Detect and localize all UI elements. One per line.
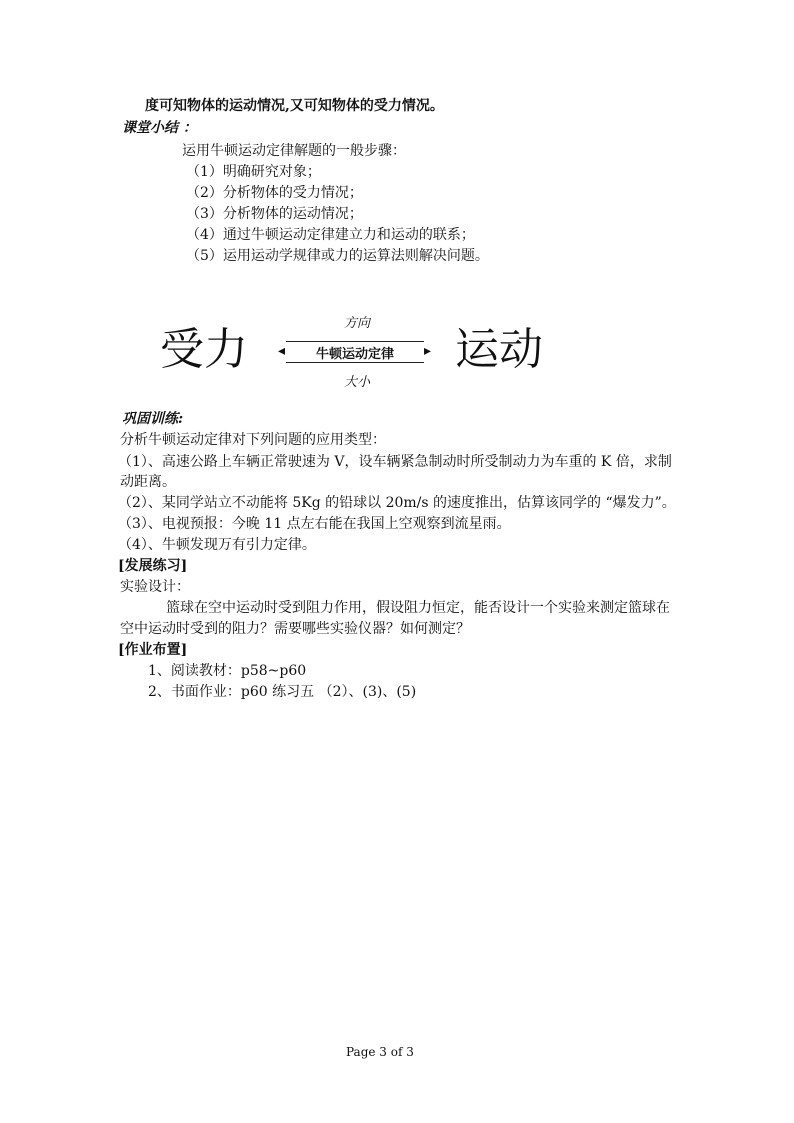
summary-step: （5）运用运动学规律或力的运算法则解决问题。: [186, 248, 489, 264]
development-text: 篮球在空中运动时受到阻力作用，假设阻力恒定，能否设计一个实验来测定篮球在: [166, 600, 670, 616]
summary-heading: 课堂小结 ：: [122, 120, 197, 136]
summary-step: （1）明确研究对象；: [186, 164, 321, 180]
diagram-top-label: 方向: [344, 316, 371, 331]
left-arrow-icon: ◂: [278, 343, 286, 359]
diagram-center-label: 牛顿运动定律: [315, 346, 394, 362]
diagram-left-label: 受力: [160, 324, 248, 375]
intro-line: 度可知物体的运动情况,又可知物体的受力情况。: [145, 98, 444, 114]
summary-step: （3）分析物体的运动情况；: [186, 206, 363, 222]
development-heading: [发展练习]: [118, 558, 188, 574]
practice-item: （1）、高速公路上车辆正常驶速为 V，设车辆紧急制动时所受制动力为车重的 K 倍，求制: [118, 454, 672, 470]
development-sub: 实验设计：: [120, 579, 190, 595]
summary-step: （4）通过牛顿运动定律建立力和运动的联系；: [186, 227, 475, 243]
homework-heading: [作业布置]: [118, 642, 188, 658]
practice-item: （3）、电视预报：今晚 11 点左右能在我国上空观察到流星雨。: [118, 516, 511, 532]
homework-item: 1、阅读教材：p58~p60: [148, 663, 307, 679]
practice-item: （4）、牛顿发现万有引力定律。: [118, 537, 316, 553]
diagram-center-box: [286, 341, 424, 363]
practice-heading: 巩固训练:: [122, 411, 184, 427]
summary-lead: 运用牛顿运动定律解题的一般步骤：: [182, 143, 406, 159]
diagram-bottom-label: 大小: [344, 375, 371, 390]
summary-step: （2）分析物体的受力情况；: [186, 185, 363, 201]
homework-item: 2、书面作业：p60 练习五 （2）、(3)、(5): [148, 684, 417, 700]
practice-item: （2）、某同学站立不动能将 5Kg 的铅球以 20m/s 的速度推出，估算该同学的 “爆发力”。: [118, 495, 676, 511]
diagram-right-label: 运动: [455, 324, 543, 375]
right-arrow-icon: ▸: [424, 343, 432, 359]
practice-lead: 分析牛顿运动定律对下列问题的应用类型：: [120, 432, 386, 448]
practice-item: 动距离。: [120, 474, 176, 490]
page-footer: Page 3 of 3: [346, 1045, 414, 1059]
development-text: 空中运动时受到的阻力？需要哪些实验仪器？如何测定？: [120, 621, 470, 637]
